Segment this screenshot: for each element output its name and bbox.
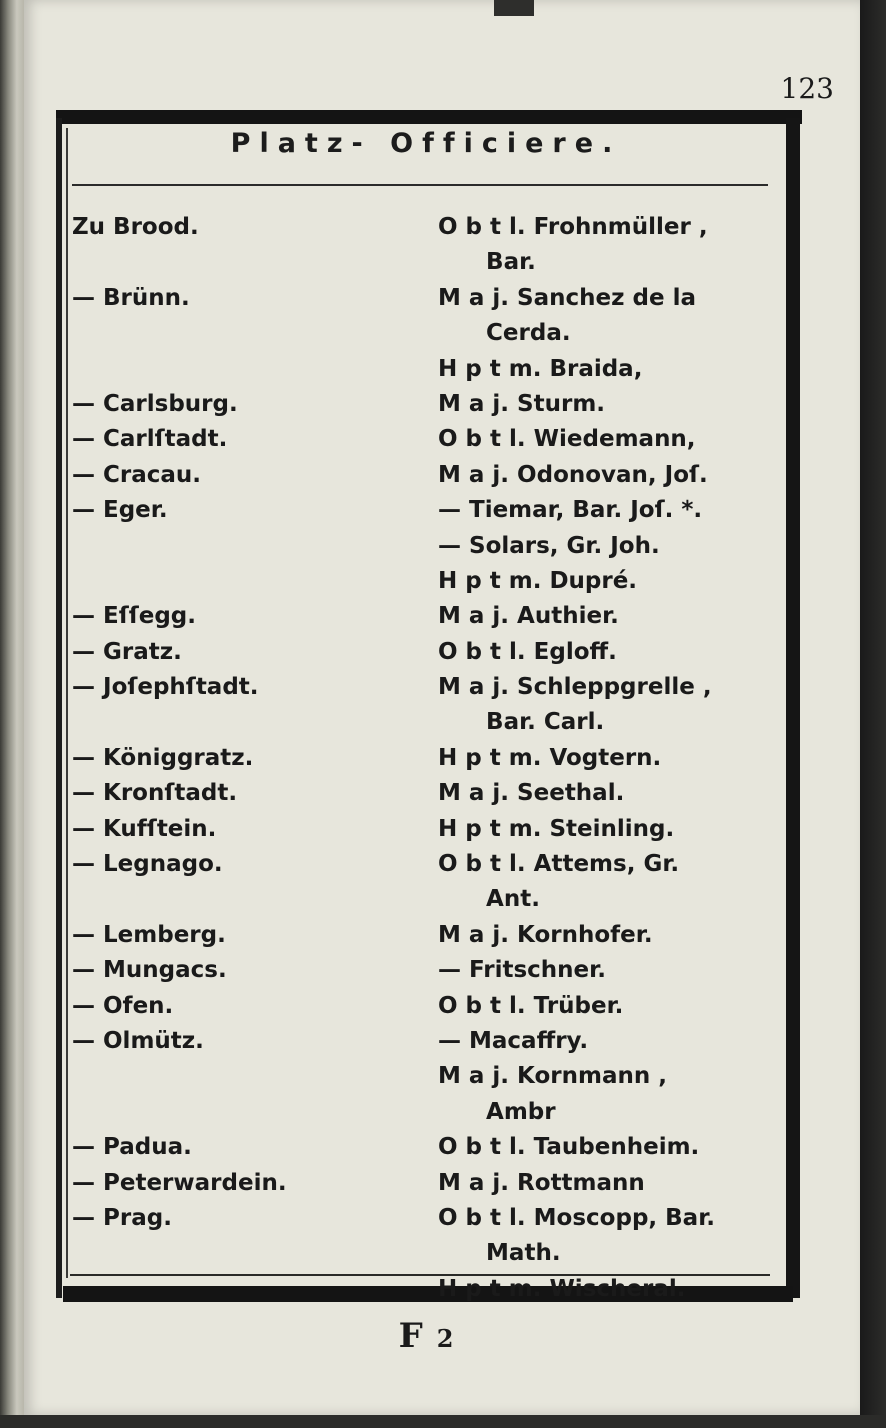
- list-item: [72, 497, 772, 532]
- officer-name: Bar. Carl.: [438, 709, 605, 736]
- list-item: [72, 1063, 772, 1098]
- place-name: — Mungacs.: [72, 957, 227, 984]
- place-name: — Ofen.: [72, 992, 174, 1019]
- page-top-mark: [494, 0, 534, 16]
- place-name: Zu Brood.: [72, 214, 199, 240]
- page-bottom-edge: [0, 1415, 886, 1428]
- signature-letter: F: [398, 1316, 423, 1356]
- officer-name: M a j. Rottmann: [438, 1169, 645, 1196]
- list-item: [72, 1028, 772, 1063]
- officer-name: — Tiemar, Bar. Joſ. *.: [438, 497, 703, 524]
- place-name: — Prag.: [72, 1204, 172, 1231]
- officer-name: — Fritschner.: [438, 957, 606, 984]
- officer-name: O b t l. Trüber.: [438, 992, 624, 1019]
- place-name: — Peterwardein.: [72, 1169, 287, 1196]
- frame-left-border: [56, 118, 62, 1298]
- officer-name: M a j. Kornmann ,: [438, 1063, 667, 1090]
- section-heading: Platz- Officiere.: [230, 128, 622, 159]
- book-spine: [0, 0, 24, 1428]
- list-item: [72, 533, 772, 568]
- list-item: [72, 462, 772, 497]
- heading-rule: [72, 184, 768, 186]
- officer-name: H p t m. Steinling.: [438, 815, 675, 842]
- list-item: [72, 709, 772, 744]
- list-item: [72, 285, 772, 320]
- place-name: — Joſephſtadt.: [72, 674, 259, 701]
- officer-name: O b t l. Attems, Gr.: [438, 851, 680, 878]
- place-name: — Eger.: [72, 497, 168, 524]
- officer-name: H p t m. Vogtern.: [438, 744, 662, 771]
- list-item: [72, 851, 772, 886]
- place-name: — Lemberg.: [72, 921, 226, 948]
- list-item: [72, 391, 772, 426]
- place-name: — Carlsburg.: [72, 390, 238, 417]
- officer-name: M a j. Sanchez de la: [438, 284, 696, 311]
- frame-top-border: [56, 110, 802, 124]
- place-name: — Königgratz.: [72, 744, 254, 771]
- list-item: [72, 674, 772, 709]
- list-item: [72, 568, 772, 603]
- list-item: [72, 780, 772, 815]
- list-item: [72, 922, 772, 957]
- list-item: [72, 249, 772, 284]
- list-item: [72, 816, 772, 851]
- frame-right-border: [786, 118, 800, 1298]
- signature-number: 2: [436, 1324, 454, 1353]
- list-item: [72, 214, 772, 249]
- list-item: [72, 356, 772, 391]
- officer-name: M a j. Schleppgrelle ,: [438, 674, 712, 701]
- place-name: — Olmütz.: [72, 1027, 204, 1054]
- page-number: 123: [780, 72, 834, 105]
- officer-name: M a j. Odonovan, Joſ.: [438, 461, 708, 488]
- officer-name: O b t l. Frohnmüller ,: [438, 214, 708, 240]
- officer-name: H p t m. Braida,: [438, 355, 643, 382]
- place-name: — Padua.: [72, 1134, 192, 1161]
- list-item: [72, 1240, 772, 1275]
- signature-mark: [70, 1316, 782, 1356]
- officer-name: Ambr: [438, 1098, 556, 1125]
- officer-name: M a j. Authier.: [438, 603, 619, 630]
- officer-name: Bar.: [438, 249, 536, 276]
- officer-name: M a j. Sturm.: [438, 390, 606, 417]
- officer-name: — Solars, Gr. Joh.: [438, 532, 660, 559]
- page-right-edge: [860, 0, 886, 1428]
- place-name: — Kronſtadt.: [72, 780, 238, 807]
- place-name: — Eſſegg.: [72, 603, 196, 630]
- officer-name: Ant.: [438, 886, 540, 913]
- officer-name: O b t l. Wiedemann,: [438, 426, 696, 453]
- officer-name: M a j. Seethal.: [438, 780, 625, 807]
- officer-name: O b t l. Taubenheim.: [438, 1134, 700, 1161]
- officer-name: H p t m. Dupré.: [438, 567, 638, 594]
- list-item: [72, 426, 772, 461]
- place-name: — Cracau.: [72, 461, 202, 488]
- officer-name: O b t l. Moscopp, Bar.: [438, 1204, 715, 1231]
- list-item: [72, 1170, 772, 1205]
- list-item: [72, 957, 772, 992]
- list-item: [72, 1099, 772, 1134]
- officer-name: Math.: [438, 1240, 561, 1267]
- list-item: [72, 603, 772, 638]
- place-name: — Legnago.: [72, 851, 223, 878]
- list-item: [72, 1276, 772, 1311]
- list-item: [72, 886, 772, 921]
- officer-name: H p t m. Wischeral.: [438, 1275, 686, 1302]
- list-item: [72, 993, 772, 1028]
- place-name: — Gratz.: [72, 638, 182, 665]
- officer-name: M a j. Kornhofer.: [438, 921, 653, 948]
- list-item: [72, 1134, 772, 1169]
- list-item: [72, 1205, 772, 1240]
- officer-name: Cerda.: [438, 320, 571, 347]
- officer-list: [72, 214, 772, 1311]
- frame-inner-left-rule: [66, 128, 68, 1278]
- place-name: — Kufſtein.: [72, 815, 217, 842]
- list-item: [72, 320, 772, 355]
- place-name: — Carlſtadt.: [72, 426, 228, 453]
- officer-name: — Macaffry.: [438, 1027, 589, 1054]
- list-item: [72, 639, 772, 674]
- officer-name: O b t l. Egloff.: [438, 638, 617, 665]
- place-name: — Brünn.: [72, 284, 190, 311]
- list-item: [72, 745, 772, 780]
